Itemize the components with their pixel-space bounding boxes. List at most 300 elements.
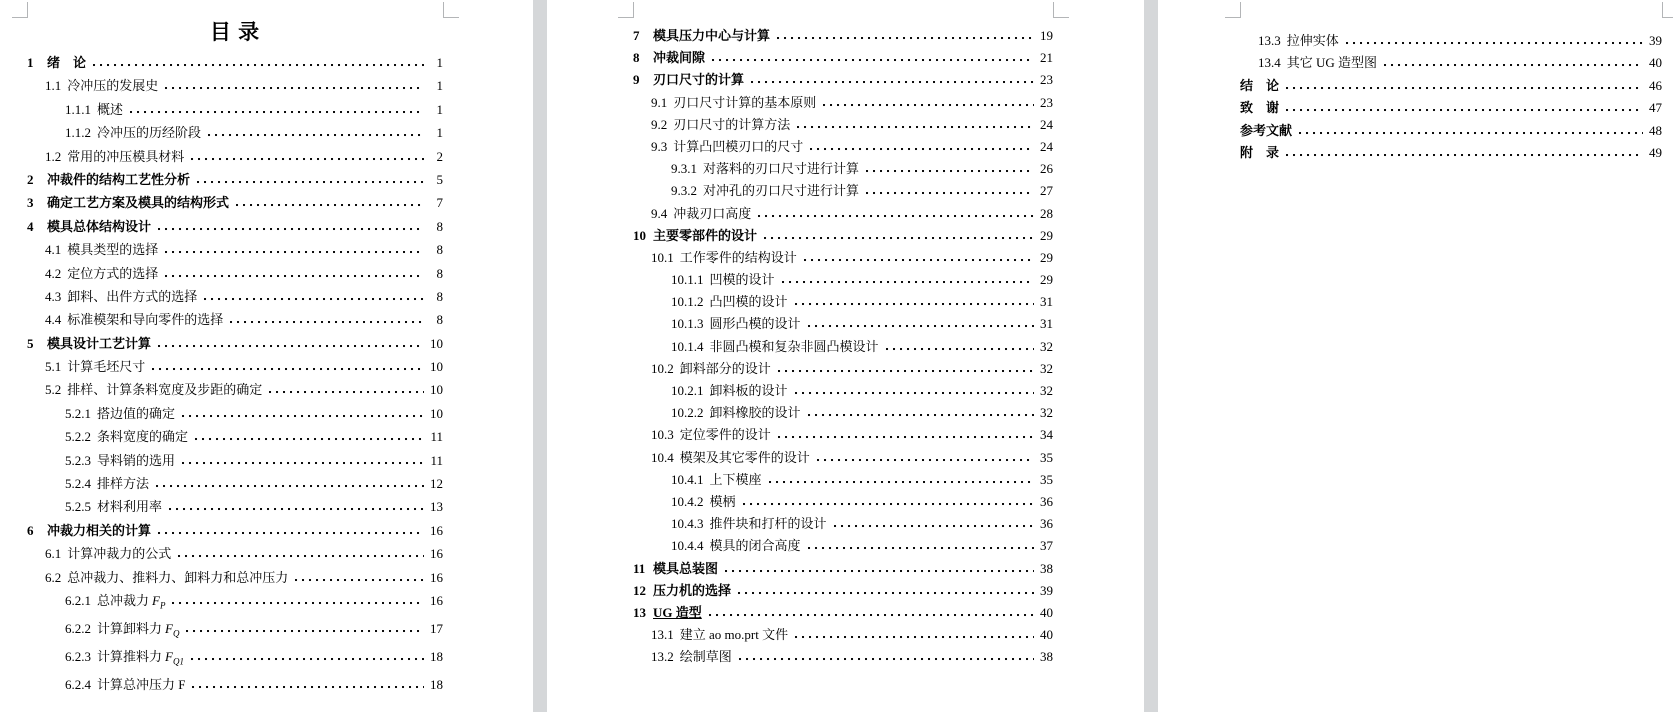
entry-title: 冲裁刃口高度 [673, 205, 752, 221]
toc-entry-12[interactable] [633, 580, 1053, 602]
entry-title: 排样方法 [97, 476, 150, 492]
toc-entry-8[interactable] [633, 47, 1053, 69]
toc-entry-9.3.1[interactable] [633, 158, 1053, 180]
entry-number: 10.4.4 [671, 538, 704, 554]
entry-title: 拉伸实体 [1286, 33, 1339, 48]
toc-entry-10.4.1[interactable] [633, 469, 1053, 491]
toc-entry-5[interactable] [27, 333, 443, 356]
dot-leader [808, 413, 1034, 417]
entry-page-number: 36 [1040, 493, 1053, 509]
dot-leader [236, 203, 424, 207]
entry-page-number: 39 [1649, 33, 1662, 48]
toc-entry-10.1.3[interactable] [633, 313, 1053, 335]
entry-title: 标准模架和导向零件的选择 [67, 312, 224, 328]
dot-leader [1299, 131, 1643, 135]
dot-leader [156, 484, 424, 488]
toc-entry-10.1.2[interactable] [633, 291, 1053, 313]
dot-leader [866, 191, 1034, 195]
entry-title: 对冲孔的刃口尺寸进行计算 [703, 183, 860, 199]
entry-number: 6.2.2 [65, 620, 91, 636]
toc-entry-9.3[interactable] [633, 136, 1053, 158]
entry-number: 4 [27, 218, 34, 234]
toc-entry-4.4[interactable] [27, 309, 443, 332]
entry-page-number: 16 [430, 592, 443, 608]
entry-title: 结 论 [1240, 77, 1280, 93]
toc-entry-10.1.1[interactable] [633, 269, 1053, 291]
entry-number: 4.2 [45, 265, 62, 281]
dot-leader [158, 531, 424, 535]
entry-title: 模架及其它零件的设计 [679, 449, 810, 465]
dot-leader [795, 302, 1034, 306]
entry-page-number: 5 [436, 171, 443, 187]
toc-entry-10.1[interactable] [633, 247, 1053, 269]
toc-entry-10.1.4[interactable] [633, 336, 1053, 358]
entry-title: 模具类型的选择 [67, 242, 159, 258]
toc-entry-9.1[interactable] [633, 92, 1053, 114]
entry-number: 6.2 [45, 569, 62, 585]
entry-number: 8 [633, 50, 640, 66]
entry-title: 工作零件的结构设计 [679, 249, 797, 265]
toc-entry-4[interactable] [27, 216, 443, 239]
entry-number: 9.3.2 [671, 183, 697, 199]
entry-page-number: 10 [430, 359, 443, 375]
dot-leader [1346, 41, 1643, 45]
entry-page-number: 8 [436, 312, 443, 328]
entry-page-number: 40 [1649, 55, 1662, 71]
entry-number: 2 [27, 171, 34, 187]
entry-title: 卸料板的设计 [709, 383, 788, 398]
entry-title: 凸凹模的设计 [709, 294, 788, 310]
entry-title: 凹模的设计 [709, 272, 775, 288]
toc-entry-4.2[interactable] [27, 263, 443, 286]
text-boundary-mark-top-right [1662, 2, 1673, 18]
entry-title: 刃口尺寸的计算 [653, 72, 745, 88]
entry-title: 非圆凸模和复杂非圆凸模设计 [709, 338, 879, 354]
dot-leader [743, 502, 1034, 506]
toc-entry-9.2[interactable] [633, 114, 1053, 136]
entry-title: 冲裁件的结构工艺性分析 [47, 171, 191, 187]
dot-leader [197, 180, 424, 184]
entry-page-number: 28 [1040, 205, 1053, 221]
dot-leader [797, 125, 1034, 129]
entry-page-number: 40 [1040, 627, 1053, 643]
entry-title: 绘制草图 [679, 649, 732, 665]
entry-title: 主要零部件的设计 [653, 227, 758, 243]
toc-entry-13.3[interactable] [1240, 30, 1662, 52]
entry-title: 圆形凸模的设计 [709, 316, 801, 332]
dot-leader [172, 601, 424, 605]
dot-leader [886, 347, 1034, 351]
toc-entry-10[interactable] [633, 225, 1053, 247]
entry-title: 附 录 [1240, 144, 1280, 160]
entry-number: 9.3 [651, 138, 668, 154]
dot-leader [795, 635, 1034, 639]
entry-number: 4.3 [45, 288, 62, 304]
entry-page-number: 24 [1040, 116, 1053, 132]
toc-entry-9[interactable] [633, 69, 1053, 91]
entry-title: 建立 ao mo.prt 文件 [679, 627, 789, 643]
entry-number: 1.1.2 [65, 125, 91, 141]
entry-page-number: 12 [430, 476, 443, 492]
entry-page-number: 29 [1040, 227, 1053, 243]
toc-entry-10.4[interactable] [633, 447, 1053, 469]
entry-page-number: 16 [430, 522, 443, 538]
entry-title: 总冲裁力、推料力、卸料力和总冲压力 [67, 569, 289, 585]
entry-title: 绪 论 [47, 55, 87, 70]
toc-entry-1.1[interactable] [27, 75, 443, 98]
text-boundary-mark-top-left [12, 2, 28, 18]
entry-title: 条料宽度的确定 [97, 429, 189, 445]
entry-title: 模具总体结构设计 [47, 218, 152, 234]
toc-entry-5.2.3[interactable] [27, 450, 443, 473]
entry-page-number: 38 [1040, 560, 1053, 576]
toc-entry-6.2.2[interactable] [27, 618, 443, 646]
entry-number: 7 [633, 28, 640, 43]
entry-number: 5.2 [45, 382, 62, 398]
entry-number: 13.1 [651, 627, 674, 643]
entry-title: 计算冲裁力的公式 [67, 546, 172, 562]
dot-leader [778, 435, 1034, 439]
entry-page-number: 39 [1040, 582, 1053, 598]
dot-leader [739, 657, 1034, 661]
entry-page-number: 36 [1040, 516, 1053, 532]
dot-leader [152, 367, 424, 371]
entry-number: 6 [27, 522, 34, 538]
entry-page-number: 23 [1040, 94, 1053, 110]
entry-title: 定位方式的选择 [67, 265, 159, 281]
dot-leader [1286, 108, 1643, 112]
entry-title: 模具的闭合高度 [709, 538, 801, 554]
entry-title: 冲裁间隙 [653, 50, 706, 66]
toc-entry-10.4.2[interactable] [633, 491, 1053, 513]
dot-leader [823, 103, 1034, 107]
toc-entry-5.1[interactable] [27, 356, 443, 379]
entry-page-number: 1 [436, 101, 443, 117]
entry-number: 9 [633, 72, 640, 88]
toc-entry-10.2[interactable] [633, 358, 1053, 380]
page-2 [547, 0, 1144, 712]
dot-leader [777, 36, 1034, 40]
entry-page-number: 31 [1040, 294, 1053, 310]
dot-leader [165, 250, 424, 254]
entry-title: 刃口尺寸计算的基本原则 [673, 94, 817, 110]
entry-number: 12 [633, 582, 646, 598]
entry-page-number: 13 [430, 499, 443, 515]
text-boundary-mark-top-left [1225, 2, 1241, 18]
entry-title: 参考文献 [1240, 122, 1293, 138]
entry-page-number: 26 [1040, 161, 1053, 177]
entry-title: 模具设计工艺计算 [47, 335, 152, 351]
entry-page-number: 32 [1040, 405, 1053, 421]
dot-leader [130, 110, 424, 114]
entry-number: 13.4 [1258, 55, 1281, 71]
toc-entry-6.2[interactable] [27, 567, 443, 590]
entry-title: 计算总冲压力 F [97, 676, 186, 692]
entry-page-number: 35 [1040, 471, 1053, 487]
entry-number: 11 [633, 560, 646, 576]
text-boundary-mark-top-right [1053, 2, 1069, 18]
entry-title: 计算卸料力 [97, 620, 163, 636]
entry-title: 总冲裁力 [97, 592, 150, 608]
entry-title: 模具压力中心与计算 [653, 28, 771, 43]
toc-entry-3[interactable] [27, 192, 443, 215]
dot-leader [169, 507, 424, 511]
entry-formula: $F_P$ [152, 592, 166, 611]
entry-title: 概述 [97, 101, 124, 117]
dot-leader [165, 86, 424, 90]
entry-number: 10.3 [651, 427, 674, 443]
dot-leader [709, 613, 1034, 617]
entry-number: 1.1 [45, 78, 62, 94]
entry-number: 13 [633, 604, 646, 620]
entry-title: 对落料的刃口尺寸进行计算 [703, 161, 860, 177]
toc-entry-4.1[interactable] [27, 239, 443, 262]
dot-leader [191, 157, 424, 161]
dot-leader [1286, 86, 1643, 90]
entry-page-number: 49 [1649, 144, 1662, 160]
toc-entry-参考文献[interactable] [1240, 120, 1662, 142]
dot-leader [764, 236, 1034, 240]
entry-number: 5.2.1 [65, 405, 91, 421]
toc-entry-9.3.2[interactable] [633, 180, 1053, 202]
entry-page-number: 46 [1649, 77, 1662, 93]
toc-entry-5.2.1[interactable] [27, 403, 443, 426]
entry-title: 卸料部分的设计 [679, 360, 771, 376]
toc-entry-1.1.2[interactable] [27, 122, 443, 145]
entry-page-number: 21 [1040, 50, 1053, 66]
entry-page-number: 31 [1040, 316, 1053, 332]
toc-entry-10.2.2[interactable] [633, 402, 1053, 424]
toc-entry-5.2.5[interactable] [27, 496, 443, 519]
entry-page-number: 16 [430, 546, 443, 562]
entry-title: 推件块和打杆的设计 [709, 516, 827, 532]
entry-title: 其它 UG 造型图 [1286, 55, 1378, 71]
entry-number: 5.2.4 [65, 476, 91, 492]
dot-leader [725, 569, 1034, 573]
toc-entry-6.1[interactable] [27, 543, 443, 566]
entry-number: 10.2.1 [671, 383, 704, 398]
text-boundary-mark-top-left [618, 2, 634, 18]
entry-number: 4.1 [45, 242, 62, 258]
toc-entry-10.4.3[interactable] [633, 513, 1053, 535]
entry-title: 材料利用率 [97, 499, 163, 515]
entry-page-number: 35 [1040, 449, 1053, 465]
entry-page-number: 37 [1040, 538, 1053, 554]
entry-page-number: 11 [430, 429, 443, 445]
entry-title: 冷冲压的历经阶段 [97, 125, 202, 141]
dot-leader [758, 214, 1034, 218]
entry-number: 5.1 [45, 359, 62, 375]
toc-entry-10.3[interactable] [633, 424, 1053, 446]
dot-leader [186, 629, 424, 633]
entry-page-number: 8 [436, 288, 443, 304]
toc-entry-6.2.1[interactable] [27, 590, 443, 618]
toc-list-page-2 [633, 25, 1053, 668]
entry-number: 6.1 [45, 546, 62, 562]
entry-title: 压力机的选择 [653, 582, 732, 598]
toc-entry-13[interactable] [633, 602, 1053, 624]
dot-leader [866, 169, 1034, 173]
dot-leader [810, 147, 1034, 151]
entry-number: 6.2.1 [65, 592, 91, 608]
dot-leader [269, 390, 424, 394]
dot-leader [192, 685, 424, 689]
entry-number: 10.1.3 [671, 316, 704, 332]
toc-entry-6[interactable] [27, 520, 443, 543]
dot-leader [804, 258, 1034, 262]
entry-number: 9.3.1 [671, 161, 697, 177]
toc-list-page-1 [27, 52, 443, 697]
toc-entry-1.1.1[interactable] [27, 99, 443, 122]
dot-leader [93, 63, 424, 67]
dot-leader [1286, 153, 1643, 157]
entry-title: 常用的冲压模具材料 [67, 148, 185, 164]
dot-leader [751, 80, 1034, 84]
entry-page-number: 18 [430, 676, 443, 692]
entry-number: 9.2 [651, 116, 668, 132]
entry-number: 6.2.3 [65, 648, 91, 664]
entry-title: 刃口尺寸的计算方法 [673, 116, 791, 132]
entry-page-number: 17 [430, 620, 443, 636]
entry-title: 模具总装图 [653, 560, 719, 576]
entry-page-number: 10 [430, 405, 443, 421]
entry-number: 10.4.2 [671, 493, 704, 509]
entry-number: 1.2 [45, 148, 62, 164]
dot-leader [165, 274, 424, 278]
entry-page-number: 7 [436, 195, 443, 211]
dot-leader [230, 320, 424, 324]
entry-page-number: 8 [436, 265, 443, 281]
entry-page-number: 47 [1649, 100, 1662, 116]
toc-entry-5.2[interactable] [27, 379, 443, 402]
entry-number: 5.2.3 [65, 452, 91, 468]
page-3 [1158, 0, 1673, 712]
entry-number: 10.1.4 [671, 338, 704, 354]
page-1 [0, 0, 533, 712]
entry-number: 10.2 [651, 360, 674, 376]
entry-title: 定位零件的设计 [679, 427, 771, 443]
entry-number: 10.1.2 [671, 294, 704, 310]
toc-entry-7[interactable] [633, 25, 1053, 47]
entry-title: 冲裁力相关的计算 [47, 522, 152, 538]
entry-page-number: 11 [430, 452, 443, 468]
entry-title: 冷冲压的发展史 [67, 78, 159, 94]
dot-leader [795, 391, 1034, 395]
entry-title: 卸料橡胶的设计 [709, 405, 801, 421]
entry-page-number: 29 [1040, 249, 1053, 265]
entry-page-number: 8 [436, 218, 443, 234]
entry-page-number: 19 [1040, 28, 1053, 43]
dot-leader [208, 133, 424, 137]
entry-number: 1 [27, 55, 34, 70]
toc-entry-附 录[interactable] [1240, 142, 1662, 164]
entry-page-number: 16 [430, 569, 443, 585]
dot-leader [158, 227, 424, 231]
entry-number: 13.2 [651, 649, 674, 665]
entry-title: 搭边值的确定 [97, 405, 176, 421]
dot-leader [782, 280, 1034, 284]
entry-page-number: 2 [436, 148, 443, 164]
dot-leader [178, 554, 424, 558]
toc-entry-11[interactable] [633, 558, 1053, 580]
entry-formula: $F_{Q1}$ [165, 648, 184, 667]
toc-entry-9.4[interactable] [633, 203, 1053, 225]
toc-entry-1[interactable] [27, 52, 443, 75]
toc-entry-4.3[interactable] [27, 286, 443, 309]
toc-entry-13.4[interactable] [1240, 52, 1662, 74]
entry-page-number: 29 [1040, 272, 1053, 288]
entry-number: 9.1 [651, 94, 668, 110]
entry-title: UG 造型 [653, 604, 702, 620]
entry-page-number: 8 [436, 242, 443, 258]
entry-title: 上下模座 [709, 471, 762, 487]
toc-entry-结 论[interactable] [1240, 75, 1662, 97]
dot-leader [817, 458, 1034, 462]
entry-number: 10.1.1 [671, 272, 704, 288]
dot-leader [195, 437, 424, 441]
toc-entry-5.2.4[interactable] [27, 473, 443, 496]
entry-page-number: 40 [1040, 604, 1053, 620]
entry-title: 确定工艺方案及模具的结构形式 [47, 195, 230, 211]
entry-page-number: 1 [436, 78, 443, 94]
toc-entry-13.2[interactable] [633, 646, 1053, 668]
toc-entry-10.4.4[interactable] [633, 535, 1053, 557]
entry-title: 致 谢 [1240, 100, 1280, 116]
entry-page-number: 1 [436, 55, 443, 70]
toc-list-page-3 [1240, 30, 1662, 164]
dot-leader [158, 344, 424, 348]
toc-entry-2[interactable] [27, 169, 443, 192]
entry-number: 10 [633, 227, 646, 243]
toc-entry-13.1[interactable] [633, 624, 1053, 646]
toc-entry-1.2[interactable] [27, 146, 443, 169]
entry-title: 计算凸凹模刃口的尺寸 [673, 138, 804, 154]
entry-number: 13.3 [1258, 33, 1281, 48]
toc-entry-5.2.2[interactable] [27, 426, 443, 449]
dot-leader [808, 324, 1034, 328]
entry-number: 6.2.4 [65, 676, 91, 692]
toc-entry-致 谢[interactable] [1240, 97, 1662, 119]
entry-number: 10.2.2 [671, 405, 704, 421]
entry-page-number: 10 [430, 335, 443, 351]
entry-title: 导料销的选用 [97, 452, 176, 468]
entry-page-number: 34 [1040, 427, 1053, 443]
entry-page-number: 32 [1040, 338, 1053, 354]
entry-number: 10.4.1 [671, 471, 704, 487]
entry-page-number: 24 [1040, 138, 1053, 154]
toc-entry-10.2.1[interactable] [633, 380, 1053, 402]
entry-title: 卸料、出件方式的选择 [67, 288, 198, 304]
toc-entry-6.2.3[interactable] [27, 646, 443, 674]
toc-title: 目 录 [209, 20, 261, 44]
dot-leader [834, 524, 1034, 528]
dot-leader [295, 578, 424, 582]
entry-page-number: 23 [1040, 72, 1053, 88]
entry-number: 3 [27, 195, 34, 211]
entry-number: 5.2.5 [65, 499, 91, 515]
entry-page-number: 27 [1040, 183, 1053, 199]
entry-number: 10.4 [651, 449, 674, 465]
dot-leader [204, 297, 424, 301]
dot-leader [182, 461, 424, 465]
dot-leader [1384, 63, 1643, 67]
entry-number: 10.1 [651, 249, 674, 265]
dot-leader [182, 414, 424, 418]
entry-title: 模柄 [709, 493, 736, 509]
entry-page-number: 10 [430, 382, 443, 398]
dot-leader [738, 591, 1034, 595]
toc-entry-6.2.4[interactable] [27, 674, 443, 697]
